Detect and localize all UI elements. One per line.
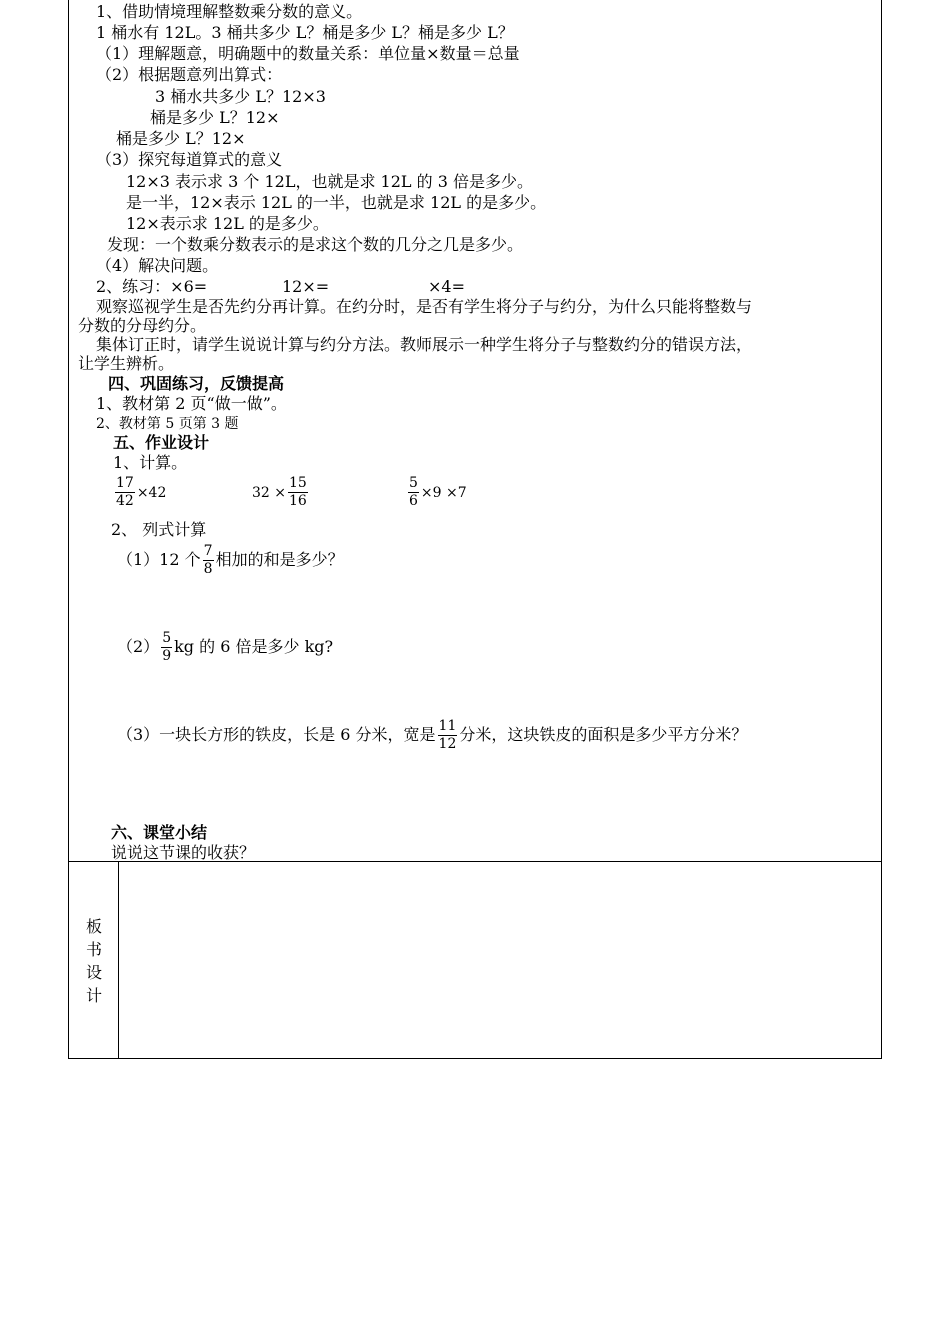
lesson-line-9: 12×3 表示求 3 个 12L，也就是求 12L 的 3 倍是多少。 bbox=[126, 172, 533, 191]
section4-item-2: 2、教材第 5 页第 3 题 bbox=[96, 416, 239, 432]
calc-expression-2: 32 × $\frac{15}{16}$ bbox=[252, 475, 307, 509]
fraction: $\frac{11}{12}$ bbox=[438, 718, 457, 752]
practice-item-3: ×4= bbox=[428, 277, 465, 296]
lesson-line-16: 集体订正时，请学生说说计算与约分方法。教师展示一种学生将分子与整数约分的错误方法， bbox=[96, 335, 753, 354]
section6-text: 说说这节课的收获？ bbox=[111, 843, 256, 862]
fraction: $\frac{15}{16}$ bbox=[289, 475, 307, 509]
calc-label: 1、计算。 bbox=[113, 453, 188, 472]
section4-item-1: 1、教材第 2 页“做一做”。 bbox=[96, 394, 287, 413]
lesson-line-3: （1）理解题意，明确题中的数量关系：单位量×数量＝总量 bbox=[96, 44, 520, 63]
lesson-line-10: 是一半，12×表示 12L 的一半，也就是求 12L 的是多少。 bbox=[126, 193, 547, 212]
question-3: （3）一块长方形的铁皮，长是 6 分米，宽是 $\frac{11}{12}$ 分米，这块铁皮的面积是多少平方分米？ bbox=[117, 718, 748, 752]
section6-title: 六、课堂小结 bbox=[111, 823, 208, 842]
list-calc-label: 2、 列式计算 bbox=[111, 520, 207, 539]
question-2: （2） $\frac{5}{9}$ kg 的 6 倍是多少 kg? bbox=[117, 630, 334, 664]
fraction: $\frac{17}{42}$ bbox=[116, 475, 134, 509]
lesson-line-14: 观察巡视学生是否先约分再计算。在约分时，是否有学生将分子与约分，为什么只能将整数与 bbox=[96, 297, 753, 316]
lesson-line-12: 发现：一个数乘分数表示的是求这个数的几分之几是多少。 bbox=[107, 235, 524, 254]
fraction: $\frac{5}{6}$ bbox=[409, 475, 418, 509]
lesson-line-13: （4）解决问题。 bbox=[96, 256, 219, 275]
lesson-line-6: 桶是多少 L？12× bbox=[150, 108, 280, 127]
section4-title: 四、巩固练习，反馈提高 bbox=[108, 374, 285, 393]
lesson-line-5: 3 桶水共多少 L？12×3 bbox=[155, 87, 326, 106]
board-label-char-3: 设 bbox=[85, 963, 102, 982]
calc-expression-1: $\frac{17}{42}$ ×42 bbox=[116, 475, 167, 509]
lesson-line-7: 桶是多少 L？12× bbox=[116, 129, 246, 148]
section5-title: 五、作业设计 bbox=[113, 433, 210, 452]
board-label-char-2: 书 bbox=[85, 940, 102, 959]
lesson-line-8: （3）探究每道算式的意义 bbox=[96, 150, 283, 169]
practice-item-2: 12×= bbox=[282, 277, 330, 296]
fraction: $\frac{5}{9}$ bbox=[162, 630, 172, 664]
calc-expression-3: $\frac{5}{6}$ ×9 ×7 bbox=[409, 475, 467, 509]
board-label-divider bbox=[118, 861, 119, 1059]
fraction: $\frac{7}{8}$ bbox=[203, 543, 213, 577]
board-label-char-4: 计 bbox=[85, 986, 102, 1005]
lesson-line-1: 1、借助情境理解整数乘分数的意义。 bbox=[96, 2, 363, 21]
question-1: （1）12 个 $\frac{7}{8}$ 相加的和是多少？ bbox=[117, 543, 344, 577]
lesson-line-2: 1 桶水有 12L。3 桶共多少 L？桶是多少 L？桶是多少 L？ bbox=[96, 23, 514, 42]
lesson-line-11: 12×表示求 12L 的是多少。 bbox=[126, 214, 329, 233]
board-label-char-1: 板 bbox=[85, 917, 102, 936]
lesson-line-15: 分数的分母约分。 bbox=[78, 316, 207, 335]
lesson-line-17: 让学生辨析。 bbox=[78, 354, 175, 373]
lesson-line-4: （2）根据题意列出算式： bbox=[96, 65, 283, 84]
practice-item-1: 2、练习：×6= bbox=[96, 277, 208, 296]
